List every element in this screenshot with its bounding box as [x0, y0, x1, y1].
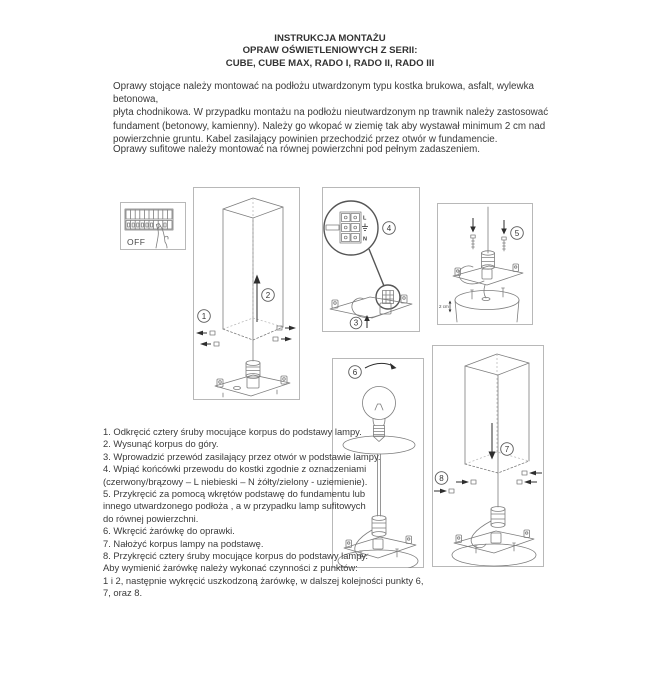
svg-text:8: 8 — [439, 473, 444, 483]
intro-p1-line3: fundament (betonowy, kamienny). Należy go wkopać w ziemię tak aby wystawał minimum 2 cm nad — [113, 120, 546, 132]
instruction-steps — [103, 426, 433, 600]
svg-text:7: 7 — [504, 444, 510, 454]
base-mounting-drawing — [437, 203, 533, 325]
step-line: (czerwony/brązowy – L niebieski – N żółty/zielony - uziemienie). — [103, 475, 368, 487]
svg-text:3: 3 — [353, 318, 359, 328]
title-line-3: CUBE, CUBE MAX, RADO I, RADO II, RADO III — [225, 57, 435, 69]
step-6-marker — [349, 366, 362, 379]
step-line: 8. Przykręcić cztery śruby mocujące korpus do podstawy lampy. — [103, 550, 369, 562]
svg-text:4: 4 — [386, 223, 392, 233]
diagram-steps-3-4 — [322, 187, 420, 332]
line-terminal-label: L — [363, 215, 367, 222]
svg-text:5: 5 — [514, 228, 520, 238]
terminal-connection-drawing — [322, 187, 420, 332]
power-off-drawing — [120, 202, 186, 250]
diagram-steps-7-8 — [432, 345, 544, 567]
intro-paragraph-standing — [113, 80, 558, 146]
svg-text:1: 1 — [201, 311, 207, 321]
intro-p1-line4: powierzchnie gruntu. Kabel zasilający powinien przechodzić przez otwór w fundamencie. — [113, 133, 498, 145]
step-4-marker — [383, 222, 396, 235]
step-line: do równej powierzchni. — [103, 512, 199, 524]
step-line: Aby wymienić żarówkę należy wykonać czynności z punktów: — [103, 562, 358, 574]
title-line-2: OPRAW OŚWIETLENIOWYCH Z SERII: — [242, 45, 418, 57]
neutral-terminal-label: N — [363, 236, 367, 243]
svg-text:2: 2 — [265, 290, 271, 300]
off-label: OFF — [127, 237, 146, 247]
body-reassembly-drawing — [432, 345, 544, 567]
diagram-steps-1-2 — [193, 187, 300, 400]
document-title — [0, 33, 650, 70]
step-line: 5. Przykręcić za pomocą wkrętów podstawę do fundamentu lub — [103, 488, 366, 500]
step-8-marker — [435, 472, 448, 485]
step-7-marker — [501, 443, 514, 456]
step-1-marker — [198, 310, 211, 323]
step-line: 1. Odkręcić cztery śruby mocujące korpus do podstawy lampy. — [103, 426, 362, 437]
step-line: 7. Nałożyć korpus lampy na podstawę. — [103, 537, 264, 549]
step-line: 4. Wpiąć końcówki przewodu do kostki zgodnie z oznaczeniami — [103, 463, 367, 475]
step-5-marker — [511, 227, 524, 240]
lamp-body-removal-drawing — [193, 187, 300, 400]
intro-p1-line1: Oprawy stojące należy montować na podłożu utwardzonym typu kostka brukowa, asfalt, wylewka betonowa, — [113, 81, 534, 106]
step-line: 1 i 2, następnie wykręcić uszkodzoną żarówkę, w dalszej kolejności punkty 6, 7, oraz 8. — [103, 574, 424, 599]
step-line: 3. Wprowadzić przewód zasilający przez otwór w podstawie lampy. — [103, 450, 381, 462]
intro-paragraph-ceiling: Oprawy sufitowe należy montować na równej powierzchni pod pełnym zadaszeniem. — [113, 144, 481, 155]
diagram-power-off — [120, 202, 186, 250]
svg-text:6: 6 — [352, 367, 358, 377]
step-2-marker — [262, 289, 275, 302]
step-line: 2. Wysunąć korpus do góry. — [103, 438, 219, 450]
step-line: innego utwardzonego podłoża , a w przypadku lamp sufitowych — [103, 500, 366, 512]
intro-p1-line2: płyta chodnikowa. W przypadku montażu na podłożu nieutwardzonym np trawnik należy zastosować — [113, 107, 549, 119]
foundation-height-label: 2 cm — [439, 304, 449, 309]
diagram-step-5 — [437, 203, 533, 325]
step-line: 6. Wkręcić żarówkę do oprawki. — [103, 525, 235, 537]
step-3-marker — [350, 317, 362, 329]
title-line-1: INSTRUKCJA MONTAŻU — [274, 33, 386, 44]
